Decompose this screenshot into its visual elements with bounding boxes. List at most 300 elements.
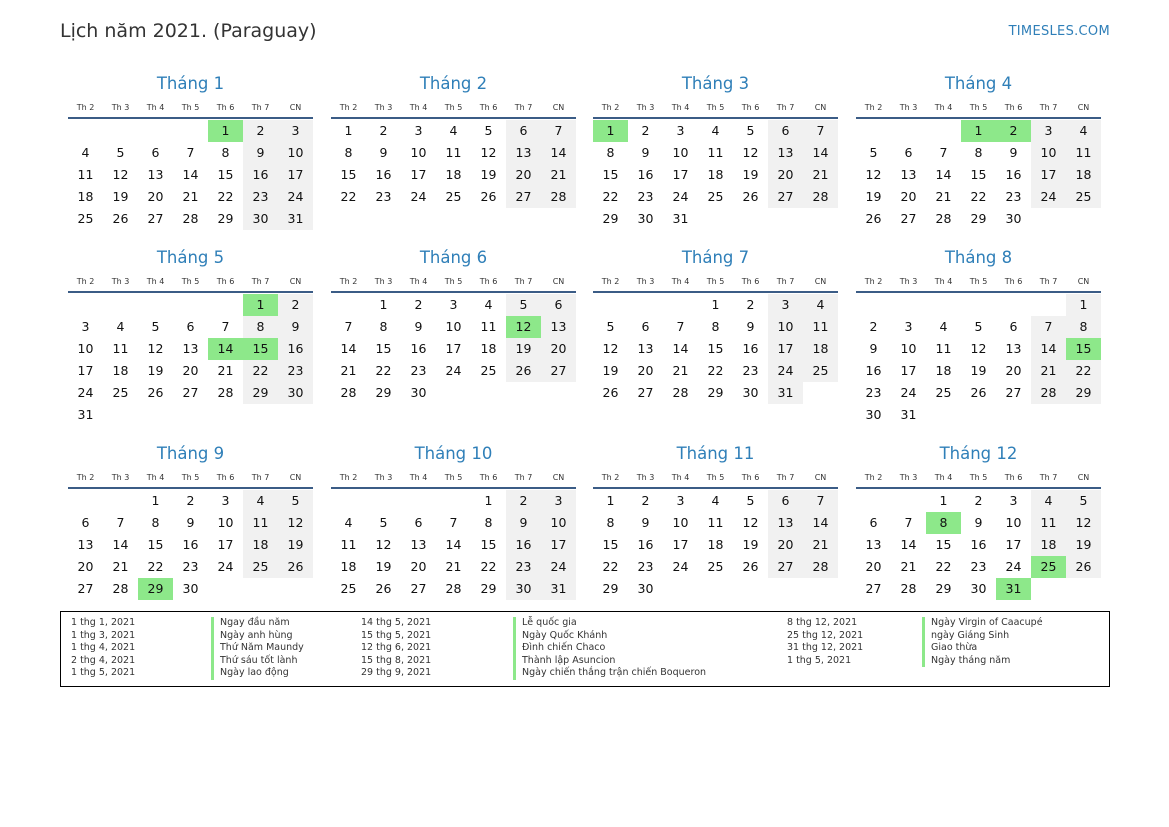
day-cell: 23 [1005,189,1022,204]
day-cell: 30 [182,581,199,596]
empty-cell [68,294,103,316]
day-cell: 11 [707,515,724,530]
month-title: Tháng 9 [156,444,225,463]
weekend-day: 17 [541,534,576,556]
weekday-header [856,470,1101,485]
day-cell: 25 [340,581,357,596]
day-cell: 1 [344,123,353,138]
day-cell: 2 [746,297,755,312]
day-cell: 3 [449,297,458,312]
month-title: Tháng 2 [419,74,488,93]
day-cell: 25 [707,189,724,204]
day-cell: 8 [711,319,720,334]
empty-cell [628,294,663,316]
day-cell: 11 [707,145,724,160]
empty-cell [1066,404,1101,426]
empty-cell [243,404,278,426]
week-row [331,490,576,512]
weekday-label: CN [552,473,565,482]
week-row [593,186,838,208]
holiday-entry [787,655,1043,668]
weekday-label: Th 4 [146,473,165,482]
empty-cell [138,120,173,142]
weekend-day: 31 [541,578,576,600]
day-cell: 12 [602,341,619,356]
weekend-day: 10 [278,142,313,164]
weekday-header [68,100,313,115]
day-cell: 29 [480,581,497,596]
day-cell: 21 [340,363,357,378]
weekday-label: Th 7 [251,473,270,482]
day-cell: 10 [217,515,234,530]
header-rule [856,487,1101,489]
weekday-label: Th 3 [899,473,918,482]
weekday-label: Th 5 [181,473,200,482]
day-cell: 20 [410,559,427,574]
empty-cell [541,382,576,404]
day-cell: 13 [77,537,94,552]
week-row [856,556,1101,578]
empty-cell [103,294,138,316]
week-row [856,382,1101,404]
weekend-day: 19 [278,534,313,556]
empty-cell [593,294,628,316]
day-cell: 15 [375,341,392,356]
empty-cell [663,578,698,600]
week-row [856,186,1101,208]
day-cell: 9 [974,515,983,530]
weekend-day: 13 [768,512,803,534]
day-cell: 3 [676,123,685,138]
day-cell: 9 [746,319,755,334]
weekend-day: 25 [1066,186,1101,208]
weekend-day: 18 [243,534,278,556]
weekday-label: Th 3 [111,103,130,112]
weekend-day: 29 [1066,382,1101,404]
day-cell: 27 [147,211,164,226]
day-cell: 16 [970,537,987,552]
day-cell: 25 [445,189,462,204]
weekday-label: Th 5 [181,103,200,112]
month-title: Tháng 3 [681,74,750,93]
week-row [856,578,1101,600]
day-cell: 10 [672,145,689,160]
day-cell: 20 [900,189,917,204]
day-cell: 23 [637,559,654,574]
week-row [68,578,313,600]
day-cell: 5 [606,319,615,334]
weekend-day: 3 [1031,120,1066,142]
weekday-label: Th 6 [216,277,235,286]
weekend-day: 10 [1031,142,1066,164]
day-cell: 30 [742,385,759,400]
weekday-label: Th 6 [479,103,498,112]
weekend-day: 28 [803,186,838,208]
month-calendar [68,73,313,230]
day-cell: 24 [900,385,917,400]
day-cell: 11 [445,145,462,160]
holiday-entry [361,655,706,668]
holiday-name: Ngày Virgin of Caacupé [922,617,1043,630]
holiday-day: 15 [243,338,278,360]
weekend-day: 10 [768,316,803,338]
day-cell: 22 [375,363,392,378]
empty-cell [891,294,926,316]
weekday-label: Th 3 [111,277,130,286]
weekday-label: Th 2 [76,103,95,112]
header-rule [331,291,576,293]
day-cell: 19 [375,559,392,574]
holiday-name: Giao thừa [922,642,977,655]
weekend-day: 24 [768,360,803,382]
weekend-day: 29 [243,382,278,404]
empty-cell [173,294,208,316]
holiday-date: 8 thg 12, 2021 [787,617,858,628]
day-cell: 31 [672,211,689,226]
empty-cell [331,294,366,316]
day-cell: 1 [711,297,720,312]
weekend-day: 3 [768,294,803,316]
header-rule [331,117,576,119]
weekend-day: 1 [1066,294,1101,316]
day-cell: 10 [410,145,427,160]
day-cell: 15 [970,167,987,182]
weekend-day: 12 [1066,512,1101,534]
empty-cell [138,404,173,426]
day-cell: 6 [1009,319,1018,334]
holiday-name: Ngay đầu năm [211,617,290,630]
day-cell: 30 [637,581,654,596]
month-title: Tháng 6 [419,248,488,267]
header-rule [331,487,576,489]
day-cell: 22 [480,559,497,574]
day-cell: 7 [676,319,685,334]
week-row [593,490,838,512]
day-cell: 19 [147,363,164,378]
page-title: Lịch năm 2021. (Paraguay) [60,20,317,42]
day-cell: 4 [939,319,948,334]
weekend-day: 11 [1066,142,1101,164]
weekday-label: Th 2 [339,473,358,482]
empty-cell [996,294,1031,316]
day-cell: 21 [672,363,689,378]
day-cell: 17 [217,537,234,552]
week-row [856,316,1101,338]
month-calendar [68,247,313,426]
week-row [856,512,1101,534]
weekend-day: 30 [278,382,313,404]
day-cell: 25 [707,559,724,574]
week-row [856,208,1101,230]
weekend-day: 6 [768,120,803,142]
day-cell: 31 [900,407,917,422]
holiday-entry [71,630,304,643]
day-cell: 15 [935,537,952,552]
weekday-label: Th 6 [741,103,760,112]
weekday-label: Th 5 [706,103,725,112]
weekend-day: 9 [506,512,541,534]
holiday-date: 1 thg 3, 2021 [71,629,136,641]
empty-cell [208,404,243,426]
empty-cell [138,294,173,316]
weekday-label: Th 2 [601,473,620,482]
day-cell: 13 [147,167,164,182]
day-cell: 26 [865,211,882,226]
weekend-day: 28 [541,186,576,208]
weekday-header [856,100,1101,115]
week-row [331,512,576,534]
day-cell: 11 [340,537,357,552]
holiday-column-1 [71,617,304,680]
week-row [856,142,1101,164]
day-cell: 5 [116,145,125,160]
day-cell: 26 [602,385,619,400]
week-row [856,360,1101,382]
day-cell: 10 [445,319,462,334]
empty-cell [208,578,243,600]
day-cell: 15 [602,537,619,552]
empty-cell [926,294,961,316]
weekend-day: 5 [278,490,313,512]
week-row [68,164,313,186]
day-cell: 29 [602,211,619,226]
day-cell: 30 [1005,211,1022,226]
day-cell: 16 [182,537,199,552]
day-cell: 20 [77,559,94,574]
weekend-day: 28 [803,556,838,578]
day-cell: 3 [676,493,685,508]
week-row [593,382,838,404]
day-cell: 23 [865,385,882,400]
empty-cell [1031,578,1066,600]
weekend-day: 20 [768,534,803,556]
day-cell: 29 [602,581,619,596]
weekday-label: Th 3 [374,473,393,482]
day-cell: 19 [112,189,129,204]
weekend-day: 28 [1031,382,1066,404]
empty-cell [173,404,208,426]
day-cell: 24 [445,363,462,378]
day-cell: 11 [935,341,952,356]
day-cell: 15 [602,167,619,182]
weekend-day: 8 [243,316,278,338]
header-rule [593,487,838,489]
weekend-day: 17 [768,338,803,360]
day-cell: 20 [637,363,654,378]
day-cell: 5 [746,123,755,138]
empty-cell [996,404,1031,426]
month-title: Tháng 1 [156,74,225,93]
weekend-day: 26 [278,556,313,578]
holiday-day: 25 [1031,556,1066,578]
day-cell: 11 [480,319,497,334]
weekend-day: 11 [1031,512,1066,534]
day-cell: 10 [900,341,917,356]
day-cell: 21 [112,559,129,574]
weekend-day: 6 [506,120,541,142]
weekend-day: 23 [243,186,278,208]
day-cell: 6 [186,319,195,334]
weekend-day: 14 [1031,338,1066,360]
holiday-name: Lễ quốc gia [513,617,577,630]
weekday-label: Th 7 [1039,277,1058,286]
day-cell: 8 [379,319,388,334]
holiday-date: 29 thg 9, 2021 [361,667,432,678]
holiday-date: 31 thg 12, 2021 [787,642,864,653]
day-cell: 3 [221,493,230,508]
weekend-day: 2 [506,490,541,512]
day-cell: 17 [672,537,689,552]
week-row [593,316,838,338]
weekday-label: CN [814,473,827,482]
holiday-name: ngày Giáng Sinh [922,630,1009,643]
holiday-entry [361,667,706,680]
day-cell: 28 [182,211,199,226]
week-row [68,556,313,578]
weekend-day: 9 [243,142,278,164]
day-cell: 12 [112,167,129,182]
empty-cell [1031,294,1066,316]
day-cell: 24 [672,559,689,574]
weekend-day: 4 [1066,120,1101,142]
week-row [68,294,313,316]
day-cell: 14 [672,341,689,356]
weekend-day: 13 [506,142,541,164]
empty-cell [926,404,961,426]
day-cell: 13 [410,537,427,552]
week-row [68,512,313,534]
header-rule [68,291,313,293]
day-cell: 2 [641,493,650,508]
day-cell: 1 [484,493,493,508]
weekend-day: 24 [541,556,576,578]
holiday-date: 2 thg 4, 2021 [71,654,136,666]
empty-cell [1031,208,1066,230]
weekday-label: Th 6 [1004,473,1023,482]
day-cell: 8 [974,145,983,160]
day-cell: 4 [711,493,720,508]
day-cell: 14 [112,537,129,552]
day-cell: 28 [217,385,234,400]
holiday-name: Ngày chiến thắng trận chiến Boqueron [513,667,706,680]
weekend-day: 4 [803,294,838,316]
weekend-day: 25 [243,556,278,578]
day-cell: 5 [379,515,388,530]
weekend-day: 6 [768,490,803,512]
weekend-day: 11 [803,316,838,338]
month-title: Tháng 11 [676,444,755,463]
day-cell: 12 [480,145,497,160]
weekend-day: 26 [506,360,541,382]
day-cell: 18 [480,341,497,356]
week-row [856,120,1101,142]
weekend-day: 2 [243,120,278,142]
month-title: Tháng 12 [939,444,1018,463]
weekday-label: Th 4 [409,277,428,286]
day-cell: 7 [904,515,913,530]
day-cell: 9 [641,145,650,160]
weekday-label: Th 7 [1039,473,1058,482]
week-row [68,142,313,164]
day-cell: 23 [375,189,392,204]
week-row [68,360,313,382]
holiday-day: 14 [208,338,243,360]
weekday-label: Th 6 [1004,277,1023,286]
day-cell: 28 [672,385,689,400]
day-cell: 16 [742,341,759,356]
weekday-label: Th 6 [216,103,235,112]
weekday-label: Th 3 [899,277,918,286]
weekday-label: Th 3 [636,277,655,286]
empty-cell [891,120,926,142]
weekday-label: CN [289,277,302,286]
day-cell: 2 [869,319,878,334]
month-calendar [593,247,838,404]
site-link[interactable]: TIMESLES.COM [1008,24,1110,39]
week-row [593,556,838,578]
empty-cell [278,578,313,600]
weekend-day: 7 [1031,316,1066,338]
day-cell: 18 [935,363,952,378]
day-cell: 23 [742,363,759,378]
holiday-legend [60,611,1110,687]
month-calendar [856,247,1101,426]
day-cell: 8 [221,145,230,160]
week-row [68,186,313,208]
day-cell: 28 [935,211,952,226]
weekend-day: 19 [1066,534,1101,556]
day-cell: 16 [637,167,654,182]
weekday-label: Th 4 [671,473,690,482]
day-cell: 15 [217,167,234,182]
weekend-day: 5 [1066,490,1101,512]
empty-cell [768,208,803,230]
weekend-day: 3 [541,490,576,512]
header-rule [68,487,313,489]
empty-cell [926,120,961,142]
header-rule [593,291,838,293]
weekday-label: CN [1077,277,1090,286]
week-row [331,164,576,186]
day-cell: 26 [375,581,392,596]
month-calendar [331,443,576,600]
day-cell: 27 [900,211,917,226]
week-row [331,382,576,404]
day-cell: 27 [637,385,654,400]
day-cell: 15 [480,537,497,552]
weekend-day: 9 [278,316,313,338]
holiday-entry [71,655,304,668]
weekend-day: 5 [506,294,541,316]
day-cell: 25 [77,211,94,226]
weekend-day: 30 [506,578,541,600]
weekend-day: 21 [803,534,838,556]
holiday-name: Ngày Quốc Khánh [513,630,607,643]
day-cell: 22 [970,189,987,204]
day-cell: 27 [77,581,94,596]
day-cell: 18 [77,189,94,204]
week-row [593,120,838,142]
day-cell: 8 [344,145,353,160]
empty-cell [366,490,401,512]
holiday-day: 1 [208,120,243,142]
weekend-day: 21 [1031,360,1066,382]
weekday-label: Th 5 [444,277,463,286]
weekday-header [593,470,838,485]
day-cell: 5 [151,319,160,334]
day-cell: 15 [147,537,164,552]
weekday-label: CN [552,103,565,112]
